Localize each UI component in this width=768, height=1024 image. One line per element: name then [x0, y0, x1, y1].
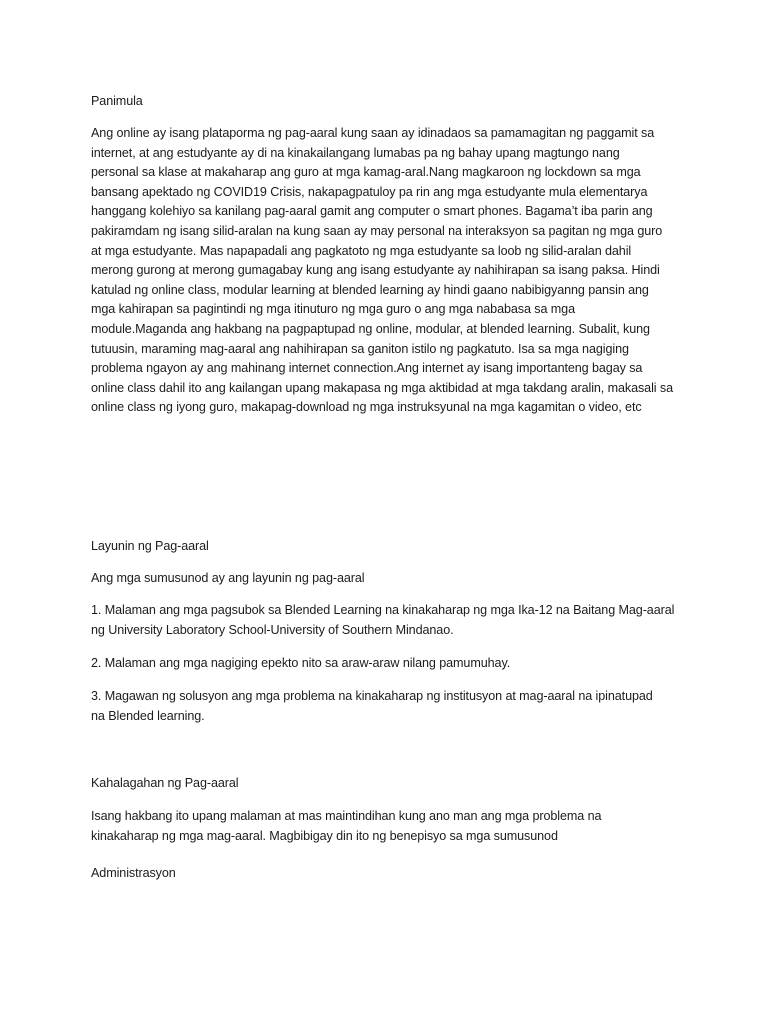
- list-item-layunin-1: [91, 601, 675, 640]
- text-line: merong gurong at merong gumagabay kung ang isang estudyante ay nahihirapan sa isang paksa. Hindi: [91, 263, 660, 278]
- list-item-layunin-3: [91, 687, 671, 726]
- text-line: tutuusin, maraming mag-aaral ang nahihirapan sa ganiton istilo ng pagkatuto. Isa sa mga nagiging: [91, 341, 629, 356]
- text-line: at mga estudyante. Mas napapadali ang pagkatoto ng mga estudyante sa loob ng silid-aralan dahil: [91, 243, 632, 258]
- text-line: kinakaharap ng mga mag-aaral. Magbibigay din ito ng benepisyo sa mga sumusunod: [91, 828, 558, 843]
- layunin-intro: Ang mga sumusunod ay ang layunin ng pag-aaral: [91, 571, 365, 585]
- heading-kahalagahan: Kahalagahan ng Pag-aaral: [91, 776, 239, 790]
- heading-layunin: Layunin ng Pag-aaral: [91, 539, 209, 553]
- paragraph-kahalagahan: [91, 807, 671, 846]
- text-line: problema ngayon ay ang mahinang internet connection.Ang internet ay isang importanteng bagay sa: [91, 361, 643, 376]
- paragraph-panimula: [91, 124, 671, 418]
- text-line: Isang hakbang ito upang malaman at mas maintindihan kung ano man ang mga problema na: [91, 809, 602, 823]
- text-line: katulad ng online class, modular learning at blended learning ay hindi gaano nabibigyanng pansin ang: [91, 282, 649, 297]
- text-line: 1. Malaman ang mga pagsubok sa Blended Learning na kinakaharap ng mga Ika-12 na Baitang Mag-aaral: [91, 603, 675, 617]
- text-line: online class dahil ito ang kailangan upang makapasa ng mga aktibidad at mga takdang aralin, makasali sa: [91, 380, 673, 395]
- text-line: hanggang kolehiyo sa kanilang pag-aaral gamit ang computer o smart phones. Bagama’t iba parin ang: [91, 204, 653, 219]
- text-line: online class ng iyong guro, makapag-download ng mga instruksyunal na mga kagamitan o video, etc: [91, 400, 642, 415]
- text-line: na Blended learning.: [91, 708, 205, 723]
- text-line: 3. Magawan ng solusyon ang mga problema na kinakaharap ng institusyon at mag-aaral na ipinatupad: [91, 689, 653, 703]
- text-line: mga kahirapan sa pagintindi ng mga itinuturo ng mga guro o ang mga nababasa sa mga: [91, 302, 575, 317]
- heading-administrasyon: Administrasyon: [91, 866, 176, 880]
- text-line: bansang apektado ng COVID19 Crisis, nakapagpatuloy pa rin ang mga estudyante mula elementarya: [91, 184, 648, 199]
- heading-panimula: Panimula: [91, 94, 143, 108]
- text-line: ng University Laboratory School-University of Southern Mindanao.: [91, 622, 454, 637]
- text-line: module.Maganda ang hakbang na pagpaptupad ng online, modular, at blended learning. Subalit, kung: [91, 321, 650, 336]
- text-line: pakiramdam ng isang silid-aralan na kung saan ay may personal na interaksyon sa pagitan ng mga guro: [91, 223, 663, 238]
- list-item-layunin-2: [91, 654, 671, 674]
- text-line: internet, at ang estudyante ay di na kinakailangang lumabas pa ng bahay upang magtungo nang: [91, 145, 620, 160]
- text-line: Ang online ay isang plataporma ng pag-aaral kung saan ay idinadaos sa pamamagitan ng paggamit sa: [91, 126, 655, 140]
- text-line: 2. Malaman ang mga nagiging epekto nito sa araw-araw nilang pamumuhay.: [91, 656, 511, 670]
- text-line: personal sa klase at makaharap ang guro at mga kamag-aral.Nang magkaroon ng lockdown sa mga: [91, 165, 641, 180]
